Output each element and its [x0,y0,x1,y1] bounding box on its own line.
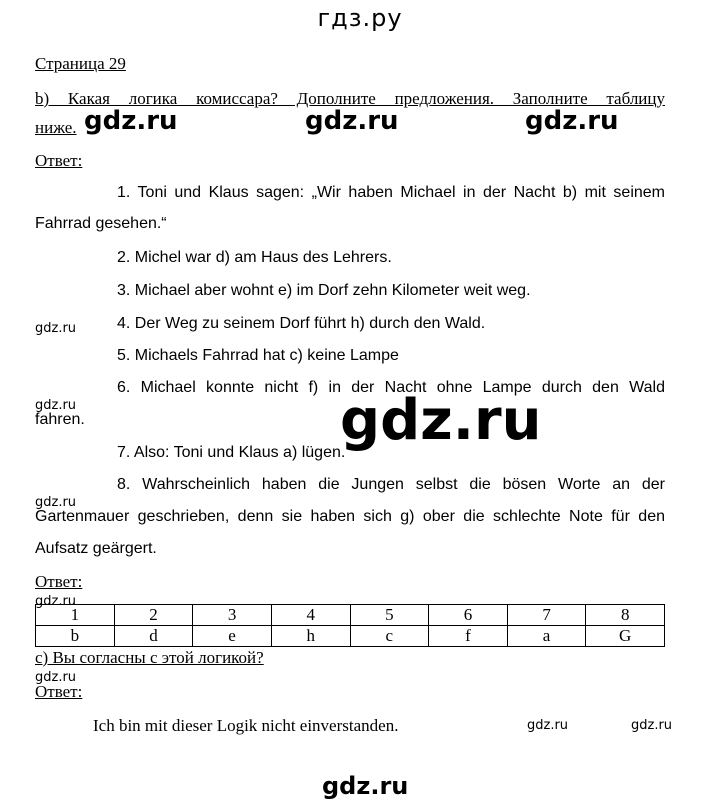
watermark: gdz.ru [322,772,409,800]
table-cell: h [271,626,350,647]
table-cell: e [193,626,272,647]
sentence-7: 7. Also: Toni und Klaus a) lügen. [117,444,346,461]
site-title: гдз.ру [317,4,403,32]
watermark: gdz.ru [35,495,77,510]
table-cell: b [36,626,115,647]
sentence-3: 3. Michael aber wohnt e) im Dorf zehn Kilometer weit weg. [117,282,531,299]
sentence-6-line1: 6. Michael konnte nicht f) in der Nacht ohne Lampe durch den Wald [117,379,665,396]
table-cell: d [114,626,193,647]
sentence-8-line3: Aufsatz geärgert. [35,540,157,557]
answer-c: Ich bin mit dieser Logik nicht einverstanden. [93,716,399,735]
table-cell: 3 [193,605,272,626]
sentence-8-line1: 8. Wahrscheinlich haben die Jungen selbst die bösen Worte an der [117,476,665,493]
answer-table [35,604,665,647]
question-b-line1: b) Какая логика комиссара? Дополните предложения. Заполните таблицу [35,89,665,108]
sentence-4: 4. Der Weg zu seinem Dorf führt h) durch den Wald. [117,315,486,332]
watermark: gdz.ru [527,718,569,733]
question-b-line2: ниже. [35,118,77,137]
sentence-2: 2. Michel war d) am Haus des Lehrers. [117,249,392,266]
table-cell: 1 [36,605,115,626]
table-cell: 5 [350,605,429,626]
watermark: gdz.ru [35,670,77,685]
table-cell: a [507,626,586,647]
table-row-letters [36,626,665,647]
sentence-6-line2: fahren. [35,411,85,428]
watermark: gdz.ru [340,388,542,453]
table-cell: 7 [507,605,586,626]
watermark: gdz.ru [525,106,619,136]
sentence-8-line2: Gartenmauer geschrieben, denn sie haben sich g) ober die schlechte Note für den [35,508,665,525]
table-cell: G [586,626,665,647]
table-cell: f [429,626,508,647]
watermark: gdz.ru [35,594,77,609]
table-cell: c [350,626,429,647]
answer-label: Ответ: [35,682,83,701]
table-cell: 6 [429,605,508,626]
sentence-1-line2: Fahrrad gesehen.“ [35,215,167,232]
watermark: gdz.ru [631,718,673,733]
answer-label: Ответ: [35,151,83,170]
table-cell: 4 [271,605,350,626]
table-cell: 8 [586,605,665,626]
question-c: c) Вы согласны с этой логикой? [35,648,264,667]
watermark: gdz.ru [84,106,178,136]
watermark: gdz.ru [305,106,399,136]
sentence-1-line1: 1. Toni und Klaus sagen: „Wir haben Michael in der Nacht b) mit seinem [117,184,665,201]
watermark: gdz.ru [35,321,77,336]
page-label: Страница 29 [35,54,126,73]
watermark: gdz.ru [35,398,77,413]
sentence-5: 5. Michaels Fahrrad hat c) keine Lampe [117,347,399,364]
table-row-numbers [36,605,665,626]
table-cell: 2 [114,605,193,626]
answer-label: Ответ: [35,572,83,591]
